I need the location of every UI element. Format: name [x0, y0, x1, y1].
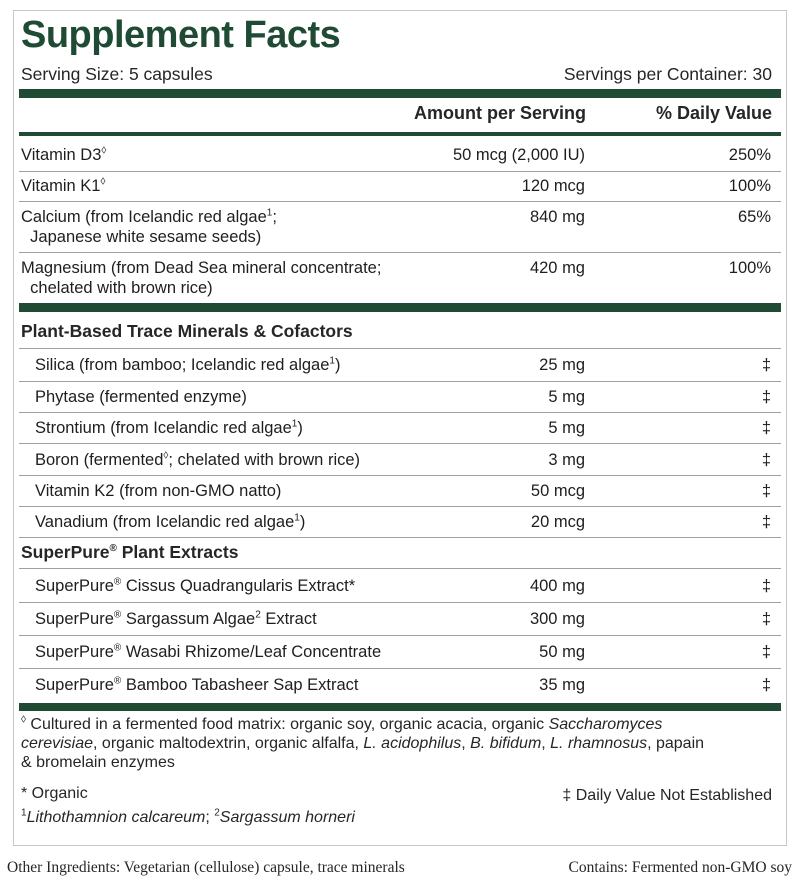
row-divider: [19, 635, 781, 636]
row-divider: [19, 568, 781, 569]
row-divider: [19, 201, 781, 202]
amount-header: Amount per Serving: [413, 103, 586, 123]
serving-size: Serving Size: 5 capsules: [21, 64, 213, 84]
cultured-footnote: ◊ Cultured in a fermented food matrix: organic soy, organic acacia, organic Saccharomyces cerevisiae, organic maltodextrin, organic alfalfa, L. acidophilus, B. bifidum, L. rhamnosus, papain & bromelain enzymes: [21, 714, 705, 771]
dv-footnote: ‡ Daily Value Not Established: [562, 787, 772, 804]
section-heading-extracts: SuperPure® Plant Extracts: [21, 542, 239, 562]
dv-header: % Daily Value: [655, 103, 772, 123]
row-divider: [19, 602, 781, 603]
servings-per-container: Servings per Container: 30: [563, 64, 772, 84]
row-divider: [19, 171, 781, 172]
thick-divider: [19, 89, 781, 98]
other-ingredients: Other Ingredients: Vegetarian (cellulose) capsule, trace minerals: [7, 859, 405, 876]
row-divider: [19, 537, 781, 538]
row-divider: [19, 506, 781, 507]
species-footnote: $^1$Lithothamnion calcareum; $^2$Sargassum horneri: [21, 807, 355, 826]
section-heading-minerals: Plant-Based Trace Minerals & Cofactors: [21, 321, 353, 341]
row-divider: [19, 348, 781, 349]
row-divider: [19, 443, 781, 444]
contains-note: Contains: Fermented non-GMO soy: [568, 859, 792, 876]
thick-divider: [19, 303, 781, 312]
row-divider: [19, 668, 781, 669]
row-divider: [19, 381, 781, 382]
row-divider: [19, 475, 781, 476]
panel-title: Supplement Facts: [21, 14, 341, 56]
row-divider: [19, 252, 781, 253]
row-divider: [19, 412, 781, 413]
thick-divider: [19, 703, 781, 711]
header-divider: [19, 132, 781, 136]
organic-footnote: * Organic: [21, 785, 88, 802]
